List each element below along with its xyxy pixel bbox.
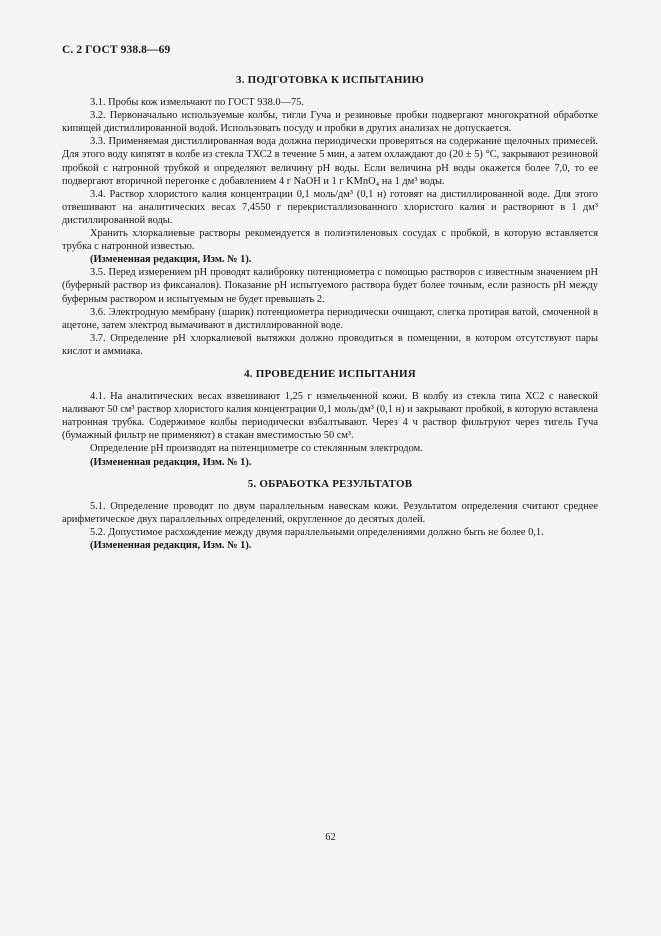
paragraph-4-1: 4.1. На аналитических весах взвешивают 1,25 г измельченной кожи. В колбу из стекла типа ХС2 с навеской наливают 50 см³ раствор хлористого калия концентрации 0,1 моль/дм³ (0,1 н) и закрывают пробкой, в которую вставлена натронная трубка. Содержимое колбы периодически взбалтывают. Через 4 ч раствор фильтруют через тигель Гуча (бумажный фильтр не применяют) в стакан вместимостью 50 см³. xyxy=(62,391,598,442)
page-header: С. 2 ГОСТ 938.8—69 xyxy=(62,44,171,56)
paragraph-3-3: 3.3. Применяемая дистиллированная вода должна периодически проверяться на содержание щелочных примесей. Для этого воду кипятят в колбе из стекла ТХС2 в течение 5 мин, а затем охлаждают до (20 ± 5) °С, закрывают резиновой пробкой с натронной трубкой и определяют величину рН воды. Если величина рН воды окажется более 7,0, то ее подвергают вторичной перегонке с добавлением 4 г NaOH и 1 г KMnO₄ на 1 дм³ воды. xyxy=(62,136,598,187)
paragraph-4-1-ph: Определение рН производят на потенциометре со стеклянным электродом. xyxy=(90,443,423,455)
amendment-note: (Измененная редакция, Изм. № 1). xyxy=(90,456,252,468)
paragraph-5-1: 5.1. Определение проводят по двум параллельным навескам кожи. Результатом определения считают среднее арифметическое двух параллельных определений, округленное до десятых долей. xyxy=(62,500,598,525)
section-3-title: 3. ПОДГОТОВКА К ИСПЫТАНИЮ xyxy=(236,74,424,86)
amendment-note: (Измененная редакция, Изм. № 1). xyxy=(90,540,252,551)
paragraph-5-2: 5.2. Допустимое расхождение между двумя параллельными определениями должно быть не более 0,1. xyxy=(90,526,544,538)
paragraph-3-5: 3.5. Перед измерением рН проводят калибровку потенциометра с помощью растворов с известным значением рН (буферный раствор из фиксаналов). Показание рН испытуемого раствора будет более точным, если разность рН между буферным раствором и испытуемым не будет превышать 2. xyxy=(62,267,598,305)
paragraph-3-4-storage: Хранить хлоркалиевые растворы рекомендуется в полиэтиленовых сосудах с пробкой, в которую вставляется трубка с натронной известью. xyxy=(62,228,598,253)
amendment-note: (Измененная редакция, Изм. № 1). xyxy=(90,254,252,266)
paragraph-3-2: 3.2. Первоначально используемые колбы, тигли Гуча и резиновые пробки подвергают многократной обработке кипящей дистиллированной водой. Использовать посуду и пробки в других анализах не допускается. xyxy=(62,110,598,135)
paragraph-3-6: 3.6. Электродную мембрану (шарик) потенциометра периодически очищают, слегка протирая ватой, смоченной в ацетоне, затем электрод вымачивают в дистиллированной воде. xyxy=(62,306,598,331)
paragraph-3-1: 3.1. Пробы кож измельчают по ГОСТ 938.0—75. xyxy=(90,97,304,109)
paragraph-3-7: 3.7. Определение рН хлоркалиевой вытяжки должно проводиться в помещении, в котором отсутствуют пары кислот и аммиака. xyxy=(62,332,598,357)
section-4-title: 4. ПРОВЕДЕНИЕ ИСПЫТАНИЯ xyxy=(244,367,416,380)
paragraph-3-4: 3.4. Раствор хлористого калия концентрации 0,1 моль/дм³ (0,1 н) готовят на дистиллированной воде. Для этого отвешивают на аналитических весах 7,4550 г перекристаллизованного хлористого калия и растворяют в 1 дм³ дистиллированной воды. xyxy=(62,188,598,226)
document-body xyxy=(62,74,598,552)
section-5-title: 5. ОБРАБОТКА РЕЗУЛЬТАТОВ xyxy=(247,477,413,490)
page-number: 62 xyxy=(325,832,336,843)
